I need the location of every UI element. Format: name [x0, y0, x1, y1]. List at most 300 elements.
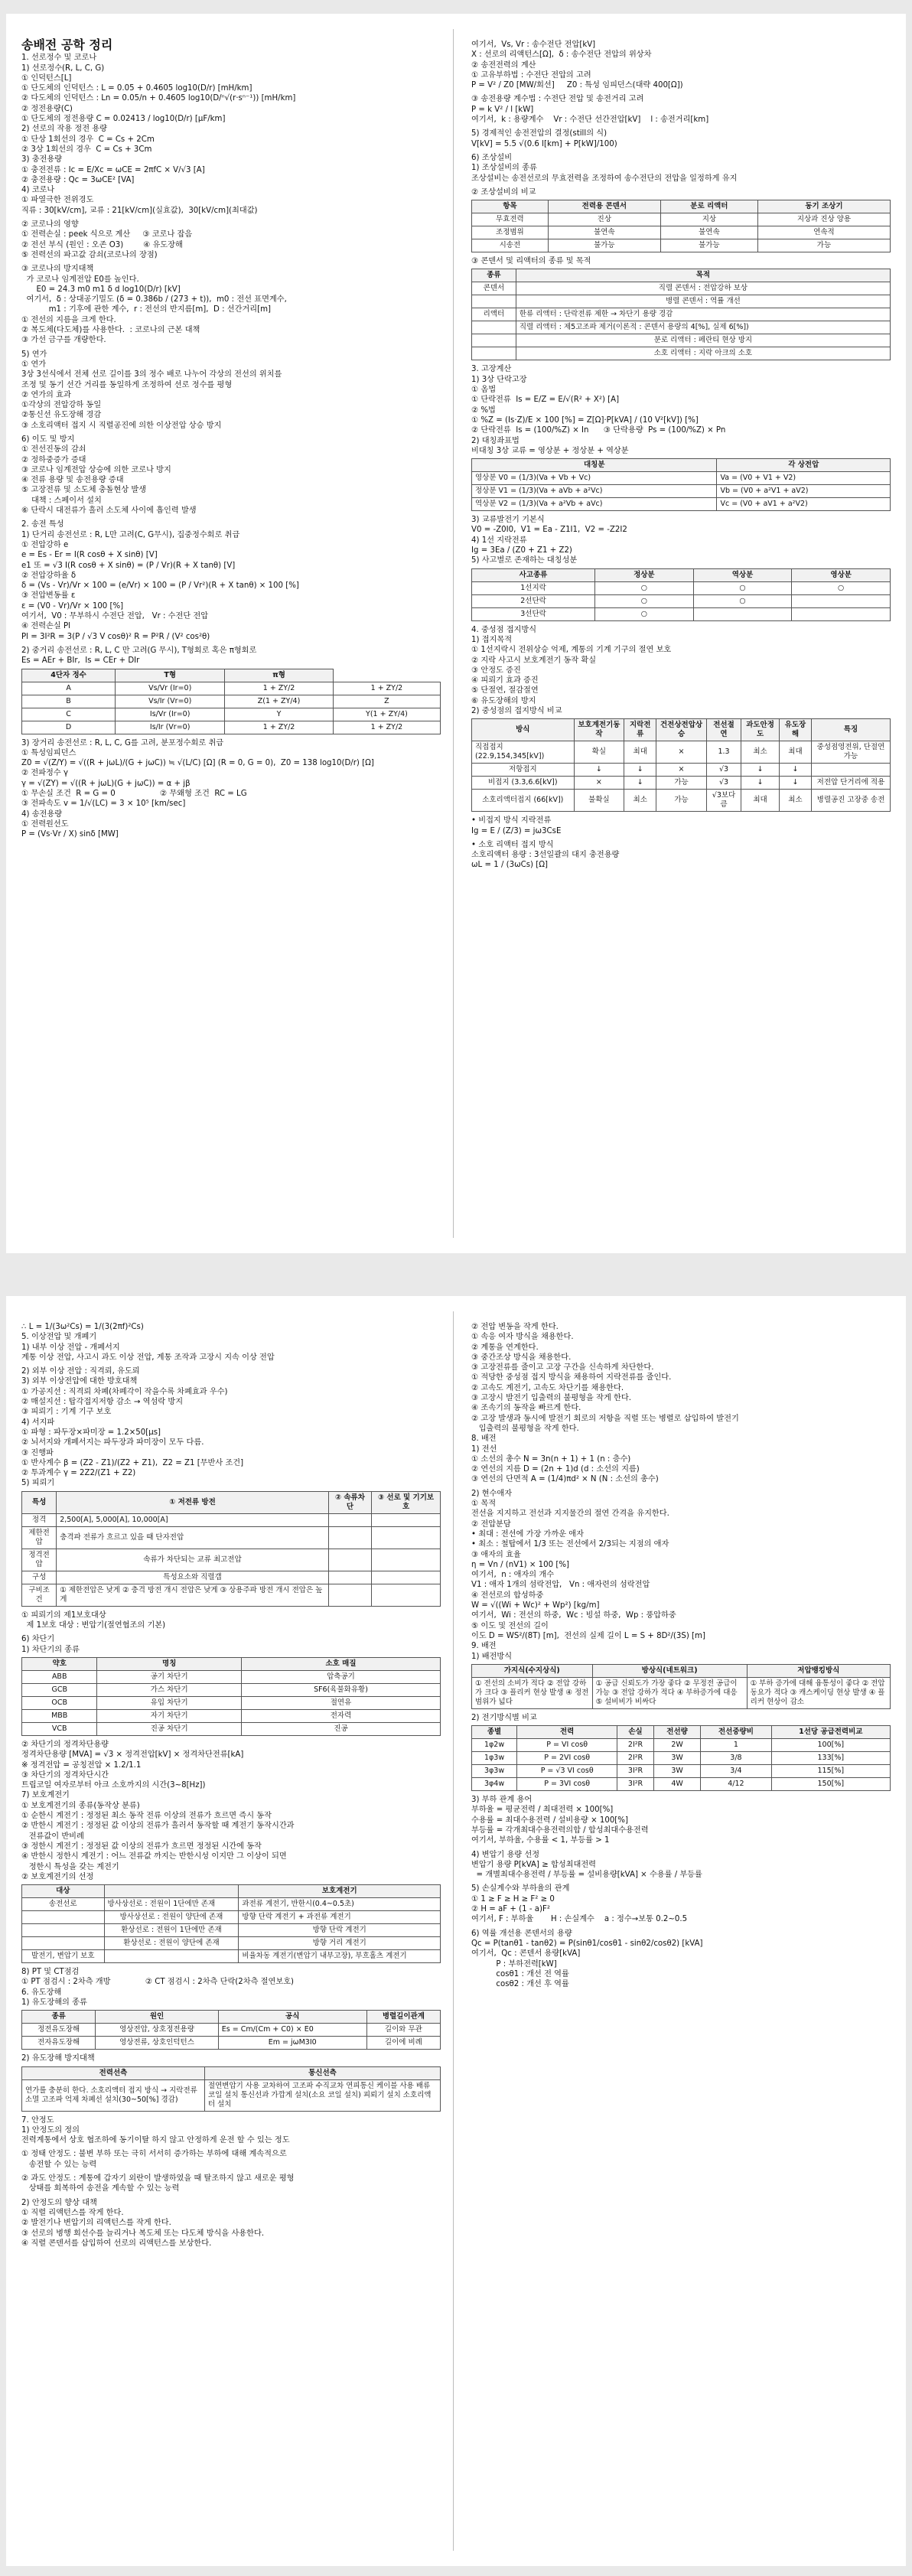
- table-cell: Y: [225, 708, 334, 721]
- text-line: ② 연가의 효과: [21, 390, 71, 399]
- text-line: cosθ2 : 개선 후 역률: [471, 1980, 569, 1989]
- table-cell: 한류 리액터 : 단락전류 제한 → 차단기 용량 경감: [516, 308, 890, 321]
- table-cell: 소호리액터접지 (66[kV]): [472, 790, 575, 812]
- text-line: 3상 3선식에서 전체 선로 길이를 3의 정수 배로 나누어 각상의 전선의 위치를: [21, 370, 282, 379]
- table-cell: [372, 1526, 441, 1549]
- text-line: ① 특성임피던스: [21, 748, 77, 757]
- text-line: m1 : 기후에 관한 계수, r : 전선의 반지름[m], D : 선간거리[m]: [21, 305, 271, 314]
- table-cell: 조정범위: [472, 226, 549, 239]
- table-cell: C: [22, 708, 116, 721]
- table-cell: 4/12: [701, 1778, 771, 1791]
- table-row: [472, 282, 891, 295]
- table-cell: 1φ3w: [472, 1752, 517, 1765]
- text-line: Qc = P(tanθ1 - tanθ2) = P(sinθ1/cosθ1 - sinθ2/cosθ2) [kVA]: [471, 1939, 703, 1948]
- text-line: ② 단락전류 Is = (100/%Z) × In ③ 단락용량 Ps = (100/%Z) × Pn: [471, 426, 726, 435]
- phase-modifier-table: [471, 200, 891, 252]
- text-line: 1) 접지목적: [471, 635, 513, 644]
- text-line: ① 전력원선도: [21, 819, 69, 829]
- table-cell: 2W: [653, 1739, 700, 1752]
- column-header: 대상: [22, 1885, 105, 1898]
- text-line: ② %법: [471, 405, 496, 415]
- text-line: ② 투과계수 γ = 2Z2/(Z1 + Z2): [21, 1469, 136, 1478]
- text-line: ② 송전전력의 계산: [471, 60, 536, 70]
- table-cell: ① 공급 신뢰도가 가장 좋다 ② 무정전 공급이 가능 ③ 전압 강하가 적다 ④ 부하증가에 대응 ⑤ 설비비가 비싸다: [592, 1677, 747, 1708]
- text-line: η = Vn / (nV1) × 100 [%]: [471, 1560, 569, 1569]
- text-line: 8. 배전: [471, 1435, 497, 1444]
- table-cell: Is/Ir (Vr=0): [116, 721, 225, 734]
- table-row: [22, 1722, 441, 1735]
- table-row: [22, 1709, 441, 1722]
- table-cell: 유입 차단기: [97, 1696, 242, 1709]
- distribution-system-table: [471, 1664, 891, 1709]
- table-row: [22, 2079, 441, 2111]
- table-cell: Vc = (V0 + aV1 + a²V2): [717, 498, 891, 511]
- text-line: 4) 변압기 용량 선정: [471, 1850, 540, 1859]
- table-cell: 3φ4w: [472, 1778, 517, 1791]
- table-cell: 1 + ZY/2: [333, 682, 440, 695]
- table-header-row: [22, 2066, 441, 2079]
- page-1: [6, 14, 906, 1253]
- text-line: 4. 중성점 접지방식: [471, 625, 537, 634]
- table-cell: 영상전류, 상호인덕턴스: [96, 2037, 219, 2050]
- table-cell: 전자유도장해: [22, 2037, 96, 2050]
- text-line: • 소호 리액터 접지 방식: [471, 840, 554, 849]
- table-cell: 지상: [660, 213, 757, 226]
- text-line: ③ 선로의 병행 회선수를 늘리거나 복도체 또는 다도체 방식을 사용한다.: [21, 2229, 265, 2238]
- text-line: ② 전파정수 γ: [21, 769, 69, 778]
- table-cell: 길이와 무관: [366, 2024, 440, 2037]
- section-lines: [471, 1322, 891, 1662]
- table-cell: 최대: [779, 741, 811, 764]
- text-line: ① 1 ≥ F ≥ H ≥ F² ≥ 0: [471, 1894, 555, 1904]
- text-line: ② 3상 1회선의 경우 C = Cs + 3Cm: [21, 145, 152, 154]
- text-line: P = k V² / l [kW]: [471, 105, 534, 114]
- table-cell: 전자력: [241, 1709, 440, 1722]
- table-row: [472, 764, 891, 777]
- table-cell: [472, 334, 516, 347]
- text-line: ① 전선의 지름을 크게 한다.: [21, 315, 116, 324]
- text-line: ① 인덕턴스[L]: [21, 73, 72, 83]
- table-cell: ×: [656, 764, 707, 777]
- table-cell: 정격전압: [22, 1549, 57, 1571]
- column-header: 보호계전기: [239, 1885, 441, 1898]
- text-line: 5. 이상전압 및 개폐기: [21, 1333, 97, 1342]
- text-line: 1) 내부 이상 전압 - 개폐서지: [21, 1343, 120, 1352]
- table-cell: ○: [693, 581, 792, 594]
- text-line: ③ 소호리액터 접지 시 직렬공진에 의한 이상전압 상승 방지: [21, 421, 222, 430]
- text-line: 5) 연가: [21, 350, 47, 359]
- section-lines: [471, 1713, 891, 1723]
- text-line: 제 1보호 대상 : 변압기(절연협조의 기본): [21, 1621, 166, 1630]
- table-cell: P = 2VI cosθ: [517, 1752, 617, 1765]
- table-row: [472, 1752, 891, 1765]
- section-lines: [21, 53, 441, 666]
- page-2: [6, 1296, 906, 2566]
- text-line: 2) 중거리 송전선로 : R, L, C 만 고려(G 무시), T형회로 혹은 π형회로: [21, 646, 257, 655]
- table-header-row: [472, 568, 891, 581]
- text-line: X : 선로의 리액턴스[Ω], δ : 송수전단 전압의 위상차: [471, 50, 652, 60]
- column-header: 명칭: [97, 1657, 242, 1670]
- text-line: • 비접지 방식 지락전류: [471, 816, 552, 826]
- table-cell: 진상: [548, 213, 660, 226]
- table-row: [472, 308, 891, 321]
- page-1-left-column: [21, 37, 441, 839]
- table-row: [22, 1696, 441, 1709]
- column-header: 전력용 콘덴서: [548, 200, 660, 213]
- table-row: [22, 721, 441, 734]
- text-line: ③ 진행파: [21, 1448, 54, 1457]
- text-line: ② 조상설비의 비교: [471, 187, 536, 197]
- table-cell: MBB: [22, 1709, 97, 1722]
- table-cell: 구성: [22, 1571, 57, 1584]
- table-row: [472, 347, 891, 360]
- column-header: [104, 1885, 239, 1898]
- text-line: ① 반사계수 β = (Z2 - Z1)/(Z2 + Z1), Z2 = Z1 [무반사 조건]: [21, 1458, 244, 1467]
- text-line: ③ 송전용량 계수법 : 수전단 전압 및 송전거리 고려: [471, 95, 644, 104]
- text-line: ② 과도 안정도 : 계통에 갑자기 외란이 발생하였을 때 탈조하지 않고 새로운 평형: [21, 2174, 295, 2184]
- text-line: E0 = 24.3 m0 m1 δ d log10(D/r) [kV]: [21, 285, 181, 294]
- column-header: 공식: [218, 2011, 366, 2024]
- table-cell: ×: [574, 777, 624, 790]
- section-lines: [21, 1740, 441, 1882]
- text-line: 1) 전선: [471, 1444, 497, 1454]
- text-line: 수용률 = 최대수용전력 / 설비용량 × 100[%]: [471, 1816, 628, 1825]
- text-line: ① 피뢰기의 제1보호대상: [21, 1610, 106, 1620]
- table-cell: Is/Vr (Ir=0): [116, 708, 225, 721]
- table-row: [472, 472, 891, 485]
- text-line: ① 단도체의 인덕턴스 : L = 0.05 + 0.4605 log10(D/r) [mH/km]: [21, 84, 252, 93]
- text-line: ① 순한시 계전기 : 정정된 최소 동작 전류 이상의 전류가 흐르면 즉시 동작: [21, 1812, 272, 1821]
- text-line: ③ 고장시 발전기 입출력의 불평형을 작게 한다.: [471, 1394, 631, 1403]
- table-cell: ○: [792, 581, 891, 594]
- table-cell: VCB: [22, 1722, 97, 1735]
- text-line: 입출력의 불평형을 작게 한다.: [471, 1424, 579, 1433]
- text-line: ④ 전력손실 Pl: [21, 622, 70, 631]
- table-cell: 송전선로: [22, 1898, 105, 1911]
- table-cell: 가능: [656, 790, 707, 812]
- text-line: V1 : 애자 1개의 섬락전압, Vn : 애자련의 섬락전압: [471, 1581, 650, 1590]
- column-header: 과도안정도: [741, 719, 780, 741]
- table-row: [22, 695, 441, 708]
- table-cell: 공기 차단기: [97, 1670, 242, 1683]
- section-lines: [21, 1610, 441, 1655]
- column-header: 가지식(수지상식): [472, 1664, 593, 1677]
- wiring-system-table: [471, 1725, 891, 1791]
- table-cell: 역상분 V2 = (1/3)(Va + a²Vb + aVc): [472, 498, 717, 511]
- table-cell: ↓: [779, 777, 811, 790]
- table-cell: 직렬 리액터 : 제5고조파 제거(이론적 : 콘덴서 용량의 4[%], 실제 6[%]): [516, 321, 890, 334]
- text-line: ωL = 1 / (3ωCs) [Ω]: [471, 861, 548, 870]
- text-line: ③ 코로나 임계전압 상승에 의한 코로나 방지: [21, 465, 171, 474]
- table-header-row: [22, 669, 441, 682]
- induction-type-table: [21, 2010, 441, 2050]
- table-cell: √3보다큼: [706, 790, 741, 812]
- text-line: ④ 직렬 콘덴서를 삽입하여 선로의 리액턴스를 보상한다.: [21, 2239, 212, 2248]
- table-cell: 100[%]: [771, 1739, 890, 1752]
- table-cell: 2,500[A], 5,000[A], 10,000[A]: [57, 1513, 329, 1526]
- table-cell: 분로 리액터 : 페란티 현상 방지: [516, 334, 890, 347]
- table-header-row: [22, 1657, 441, 1670]
- table-cell: 길이에 비례: [366, 2037, 440, 2050]
- table-cell: 3I²R: [617, 1765, 654, 1778]
- column-header: 전력선측: [22, 2066, 205, 2079]
- text-line: ※ 정격전압 = 공칭전압 × 1.2/1.1: [21, 1760, 142, 1770]
- text-line: 1) 안정도의 정의: [21, 2125, 80, 2135]
- table-cell: 충격파 전류가 흐르고 있을 때 단자전압: [57, 1526, 329, 1549]
- text-line: ⑤ 이도 및 전선의 길이: [471, 1621, 549, 1630]
- table-cell: OCB: [22, 1696, 97, 1709]
- table-cell: Va = (V0 + V1 + V2): [717, 472, 891, 485]
- text-line: 3) 외부 이상전압에 대한 방호대책: [21, 1377, 138, 1386]
- table-cell: 최대: [741, 790, 780, 812]
- text-line: 7) 보호계전기: [21, 1791, 70, 1800]
- text-line: 1) 단거리 송전선로 : R, L만 고려(C, G무시), 집중정수회로 취급: [21, 530, 240, 539]
- table-cell: 중성점영전위, 단절연가능: [811, 741, 890, 764]
- column-header: 대칭분: [472, 459, 717, 472]
- text-line: ④ 조속기의 동작을 빠르게 한다.: [471, 1404, 581, 1413]
- table-cell: 병렬 콘덴서 : 역률 개선: [516, 295, 890, 308]
- table-row: [472, 1778, 891, 1791]
- table-cell: 1 + ZY/2: [225, 682, 334, 695]
- table-row: [22, 1937, 441, 1950]
- text-line: P : 부하전력[kW]: [471, 1959, 557, 1969]
- table-cell: 3W: [653, 1765, 700, 1778]
- table-cell: Z(1 + ZY/4): [225, 695, 334, 708]
- table-cell: Vs/Vr (Ir=0): [116, 682, 225, 695]
- text-line: ② 보호계전기의 선정: [21, 1872, 94, 1881]
- text-line: ③ 전파속도 v = 1/√(LC) = 3 × 10⁵ [km/sec]: [21, 800, 186, 809]
- page-2-left-column: [21, 1322, 441, 2249]
- table-row: [472, 581, 891, 594]
- text-line: P = (Vs·Vr / X) sinδ [MW]: [21, 830, 119, 839]
- column-header: 분로 리액터: [660, 200, 757, 213]
- section-lines: [21, 738, 441, 840]
- text-line: ① 목적: [471, 1500, 497, 1509]
- text-line: 1) 유도장해의 종류: [21, 1998, 87, 2007]
- text-line: 2) 전기방식별 비교: [471, 1713, 537, 1722]
- text-line: ③ 피뢰기 : 기계 기구 보호: [21, 1408, 112, 1417]
- table-header-row: [472, 269, 891, 282]
- text-line: 정격차단용량 [MVA] = √3 × 정격전압[kV] × 정격차단전류[kA]: [21, 1750, 244, 1760]
- text-line: ④ 피뢰기 효과 증진: [471, 676, 539, 686]
- table-row: [22, 1549, 441, 1571]
- table-cell: ① 부하 증가에 대해 융통성이 좋다 ② 전압 동요가 적다 ③ 캐스케이딩 현상 발생 ④ 플리커 현상이 감소: [747, 1677, 890, 1708]
- table-cell: 방향 단락 계전기: [239, 1924, 441, 1937]
- table-cell: 불가능: [660, 239, 757, 252]
- table-cell: 비접지 (3.3,6.6[kV]): [472, 777, 575, 790]
- column-header: 전선절연: [706, 719, 741, 741]
- section-lines: [471, 1795, 891, 1989]
- text-line: ∴ L = 1/(3ω²Cs) = 1/(3(2πf)²Cs): [21, 1323, 144, 1331]
- column-header: 전선량: [653, 1726, 700, 1739]
- table-cell: 2선단락: [472, 594, 595, 607]
- section-lines: [21, 1322, 441, 1489]
- text-line: 여기서, Qc : 콘덴서 용량[kVA]: [471, 1949, 581, 1959]
- text-line: Pl = 3I²R = 3(P / √3 V cosθ)² R = P²R / (V² cos²θ): [21, 632, 210, 641]
- table-cell: GCB: [22, 1683, 97, 1696]
- table-row: [472, 1739, 891, 1752]
- table-cell: ↓: [741, 777, 780, 790]
- table-cell: ○: [595, 581, 694, 594]
- text-line: Ig = 3Ea / (Z0 + Z1 + Z2): [471, 546, 572, 555]
- table-cell: [22, 1924, 105, 1937]
- column-header: 병렬길이관계: [366, 2011, 440, 2024]
- table-row: [472, 1765, 891, 1778]
- table-cell: [472, 321, 516, 334]
- column-header: 손실: [617, 1726, 654, 1739]
- text-line: e1 또 = √3 I(R cosθ + X sinθ) = (P / Vr)(R + X tanθ) [V]: [21, 561, 236, 570]
- column-header: 4단자 정수: [22, 669, 116, 682]
- text-line: ① 직렬 리액턴스를 작게 한다.: [21, 2208, 124, 2217]
- text-line: ③ 코로나의 방지대책: [21, 265, 94, 274]
- table-row: [22, 1670, 441, 1683]
- text-line: 직류 : 30[kV/cm], 교류 : 21[kV/cm](실효값), 30[kV/cm](최대값): [21, 206, 258, 215]
- column-header: 항목: [472, 200, 549, 213]
- table-cell: 제한전압: [22, 1526, 57, 1549]
- text-line: • 최대 : 전선에 가장 가까운 애자: [471, 1529, 584, 1539]
- text-line: ② 복도체(다도체)를 사용한다. : 코로나의 근본 대책: [21, 326, 200, 335]
- text-line: ② 전압강하율 δ: [21, 571, 77, 580]
- table-cell: [328, 1526, 371, 1549]
- text-line: ④ 전류 용량 및 송전용량 증대: [21, 476, 124, 485]
- text-line: Ig = E / (Z/3) = jω3CsE: [471, 826, 562, 835]
- section-lines: [471, 625, 891, 717]
- text-line: W = √((Wi + Wc)² + Wp²) [kg/m]: [471, 1601, 600, 1610]
- table-cell: [104, 1950, 239, 1963]
- text-line: ② 전선 부식 (원인 : 오존 O3) ④ 유도장해: [21, 240, 183, 249]
- text-line: 4) 코로나: [21, 186, 55, 195]
- text-line: 전류값이 반비례: [21, 1832, 84, 1841]
- table-row: [472, 594, 891, 607]
- table-cell: 구비조건: [22, 1584, 57, 1606]
- table-header-row: [472, 200, 891, 213]
- table-cell: [372, 1513, 441, 1526]
- table-cell: P = √3 VI cosθ: [517, 1765, 617, 1778]
- table-row: [472, 1677, 891, 1708]
- text-line: 1) 배전방식: [471, 1652, 513, 1661]
- table-cell: ① 전선의 소비가 적다 ② 전압 강하가 크다 ③ 플리커 현상 발생 ④ 정전 범위가 넓다: [472, 1677, 593, 1708]
- table-cell: 지상과 진상 양용: [757, 213, 890, 226]
- table-cell: 연가를 충분히 한다. 소호리액터 접지 방식 → 지락전류소멸 고조파 억제 차폐선 설치(30~50[%] 경감): [22, 2079, 205, 2111]
- table-row: [472, 334, 891, 347]
- text-line: 여기서, F : 부하율 H : 손실계수 a : 정수→보통 0.2~0.5: [471, 1915, 688, 1924]
- table-cell: 압축공기: [241, 1670, 440, 1683]
- table-row: [22, 1924, 441, 1937]
- table-cell: 리액터: [472, 308, 516, 321]
- text-line: 4) 1선 지락전류: [471, 536, 527, 545]
- column-header: 동기 조상기: [757, 200, 890, 213]
- column-header: 건전상전압상승: [656, 719, 707, 741]
- column-header: 종류: [472, 269, 516, 282]
- text-line: 상태를 회복하여 송전을 계속할 수 있는 능력: [21, 2184, 180, 2193]
- table-cell: SF6(육불화유황): [241, 1683, 440, 1696]
- table-cell: 가스 차단기: [97, 1683, 242, 1696]
- text-line: ① 전력손실 : peek 식으로 계산 ③ 코로나 잡음: [21, 230, 193, 239]
- table-cell: 1 + ZY/2: [225, 721, 334, 734]
- table-cell: 환상선로 : 전원이 1단에만 존재: [104, 1924, 239, 1937]
- table-cell: 방향 거리 계전기: [239, 1937, 441, 1950]
- table-cell: [472, 295, 516, 308]
- column-header: 원인: [96, 2011, 219, 2024]
- text-line: Z0 = √(Z/Y) = √((R + jωL)/(G + jωC)) ≒ √(L/C) [Ω] (R = 0, G = 0), Z0 = 138 log10(D/r) [Ω]: [21, 759, 374, 768]
- text-line: 6. 유도장해: [21, 1988, 62, 1997]
- text-line: 2) 외부 이상 전압 : 직격뢰, 유도뢰: [21, 1367, 140, 1376]
- table-cell: [328, 1584, 371, 1606]
- text-line: 대책 : 스페이서 설치: [21, 496, 102, 505]
- column-divider: [453, 1311, 454, 2551]
- column-header: 전력: [517, 1726, 617, 1739]
- four-terminal-table: [21, 669, 441, 734]
- text-line: ④ 반한시 정한시 계전기 : 어느 전류값 까지는 반한시성 이지만 그 이상이 되면: [21, 1852, 287, 1861]
- text-line: ① 연가: [21, 360, 47, 369]
- text-line: V[kV] = 5.5 √(0.6 l[km] + P[kW]/100): [471, 139, 617, 148]
- text-line: ② 매설지선 : 탑각접지저항 감소 → 역섬락 방지: [21, 1398, 184, 1407]
- text-line: ① 가공지선 : 직격뢰 차폐(차폐각이 작을수록 차폐효과 우수): [21, 1387, 228, 1396]
- table-row: [22, 1571, 441, 1584]
- text-line: 4) 송전용량: [21, 809, 63, 819]
- text-line: 5) 피뢰기: [21, 1479, 55, 1488]
- text-line: 1) 3상 단락고장: [471, 375, 527, 384]
- text-line: 여기서, 부하율, 수용률 < 1, 부등률 > 1: [471, 1836, 610, 1845]
- text-line: 1) 조상설비의 종류: [471, 164, 537, 173]
- text-line: 6) 이도 및 방지: [21, 435, 75, 444]
- text-line: = 개별최대수용전력 / 부등률 = 설비용량[kVA] × 수용률 / 부등률: [471, 1871, 702, 1880]
- section-lines: [21, 2053, 441, 2063]
- table-cell: [693, 607, 792, 620]
- table-cell: ○: [595, 594, 694, 607]
- page-2-right-column: [471, 1322, 891, 1989]
- text-line: ② 충전용량 : Qc = 3ωCE² [VA]: [21, 175, 135, 184]
- text-line: ② 지락 사고시 보호계전기 동작 확실: [471, 656, 597, 665]
- text-line: γ = √(ZY) = √((R + jωL)(G + jωC)) = α + jβ: [21, 779, 191, 788]
- section-lines: [21, 1967, 441, 2008]
- text-line: 트립코일 여자로부터 아크 소호까지의 시간(3~8[Hz]): [21, 1781, 206, 1790]
- table-cell: 150[%]: [771, 1778, 890, 1791]
- text-line: 6) 조상설비: [471, 153, 513, 162]
- text-line: 여기서, δ : 상대공기밀도 (δ = 0.386b / (273 + t)), m0 : 전선 표면계수,: [21, 295, 287, 304]
- text-line: 2) 중성점의 접지방식 비교: [471, 706, 562, 715]
- arrester-table: [21, 1491, 441, 1607]
- table-cell: 방사상선로 : 전원이 양단에 존재: [104, 1911, 239, 1924]
- text-line: e = Es - Er = I(R cosθ + X sinθ) [V]: [21, 551, 158, 560]
- table-cell: 133[%]: [771, 1752, 890, 1765]
- table-header-row: [22, 1885, 441, 1898]
- table-cell: A: [22, 682, 116, 695]
- text-line: ③ 애자의 효율: [471, 1550, 521, 1559]
- relay-selection-table: [21, 1884, 441, 1963]
- text-line: 2) 선로의 작용 정전 용량: [21, 125, 107, 134]
- text-line: ③ 차단기의 정격차단시간: [21, 1770, 109, 1780]
- table-cell: 3/4: [701, 1765, 771, 1778]
- text-line: ⑥ 단락시 대전류가 흘러 소도체 사이에 흡인력 발생: [21, 506, 197, 516]
- table-cell: ↓: [624, 777, 656, 790]
- table-cell: 1 + ZY/2: [333, 721, 440, 734]
- text-line: 여기서, n : 애자의 개수: [471, 1571, 555, 1580]
- text-line: 7. 안정도: [21, 2115, 54, 2125]
- table-cell: ○: [693, 594, 792, 607]
- text-line: ① %Z = (Is·Z)/E × 100 [%] = Z[Ω]·P[kVA] / (10 V²[kV]) [%]: [471, 415, 699, 425]
- text-line: 5) 경제적인 송전전압의 결정(still의 식): [471, 129, 607, 138]
- induction-measure-table: [21, 2066, 441, 2112]
- table-header-row: [472, 719, 891, 741]
- text-line: Es = AEr + BIr, Is = CEr + DIr: [21, 656, 140, 666]
- text-line: 비대칭 3상 교류 = 영상분 + 정상분 + 역상분: [471, 446, 629, 455]
- table-cell: ○: [595, 607, 694, 620]
- section-lines: [471, 40, 891, 197]
- table-cell: 3선단락: [472, 607, 595, 620]
- table-cell: 무효전력: [472, 213, 549, 226]
- column-header: 역상분: [693, 568, 792, 581]
